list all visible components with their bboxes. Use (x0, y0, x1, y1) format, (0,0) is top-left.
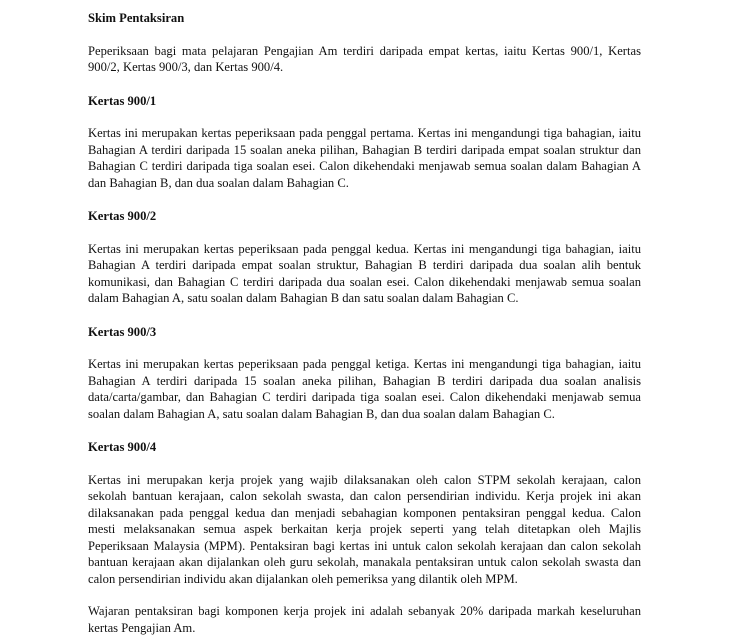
intro-paragraph: Peperiksaan bagi mata pelajaran Pengajian Am terdiri daripada empat kertas, iaitu Kertas 900/1, Kertas 900/2, Kertas 900/3, dan Kertas 900/4. (88, 43, 641, 74)
section-body-900-3: Kertas ini merupakan kertas peperiksaan pada penggal ketiga. Kertas ini mengandungi tiga bahagian, iaitu Bahagian A terdiri daripada 15 soalan aneka pilihan, Bahagian B terdiri daripada dua soalan analisis data/carta/gambar, dan Bahagian C terdiri daripada tiga soalan esei. Calon dikehendaki menjawab semua soalan dalam Bahagian A, satu soalan dalam Bahagian B, dan dua soalan dalam Bahagian C. (88, 357, 641, 421)
section-body-900-4: Kertas ini merupakan kerja projek yang wajib dilaksanakan oleh calon STPM sekolah kerajaan, calon sekolah bantuan kerajaan, calon sekolah swasta, dan calon persendirian individu. Kerja projek ini akan dilaksanakan pada penggal kedua dan menjadi sebahagian komponen pentaksiran penggal kedua. Calon mesti melaksanakan semua aspek berkaitan kerja projek seperti yang telah ditetapkan oleh Majlis Peperiksaan Malaysia (MPM). Pentaksiran bagi kertas ini untuk calon sekolah kerajaan dan calon sekolah bantuan kerajaan akan dijalankan oleh guru sekolah, manakala pentaksiran untuk calon sekolah swasta dan calon persendirian individu akan dijalankan oleh pemeriksa yang dilantik oleh MPM. (88, 472, 641, 586)
section-heading-900-3: Kertas 900/3 (88, 324, 157, 339)
section-body-900-2: Kertas ini merupakan kertas peperiksaan pada penggal kedua. Kertas ini mengandungi tiga bahagian, iaitu Bahagian A terdiri daripada empat soalan struktur, Bahagian B terdiri daripada dua soalan alih bentuk komunikasi, dan Bahagian C terdiri daripada dua soalan esei. Calon dikehendaki menjawab semua soalan dalam Bahagian A, satu soalan dalam Bahagian B dan satu soalan dalam Bahagian C. (88, 241, 641, 305)
closing-paragraph: Wajaran pentaksiran bagi komponen kerja projek ini adalah sebanyak 20% daripada markah keseluruhan kertas Pengajian Am. (88, 604, 641, 635)
page-title: Skim Pentaksiran (88, 11, 185, 25)
document-page (88, 10, 641, 636)
section-heading-900-2: Kertas 900/2 (88, 209, 157, 223)
section-heading-900-4: Kertas 900/4 (88, 440, 157, 454)
section-heading-900-1: Kertas 900/1 (88, 93, 157, 108)
section-body-900-1: Kertas ini merupakan kertas peperiksaan pada penggal pertama. Kertas ini mengandungi tiga bahagian, iaitu Bahagian A terdiri daripada 15 soalan aneka pilihan, Bahagian B terdiri daripada empat soalan struktur dan Bahagian C terdiri daripada tiga soalan esei. Calon dikehendaki menjawab semua soalan dalam Bahagian A dan Bahagian B, dan dua soalan dalam Bahagian C. (88, 126, 641, 190)
